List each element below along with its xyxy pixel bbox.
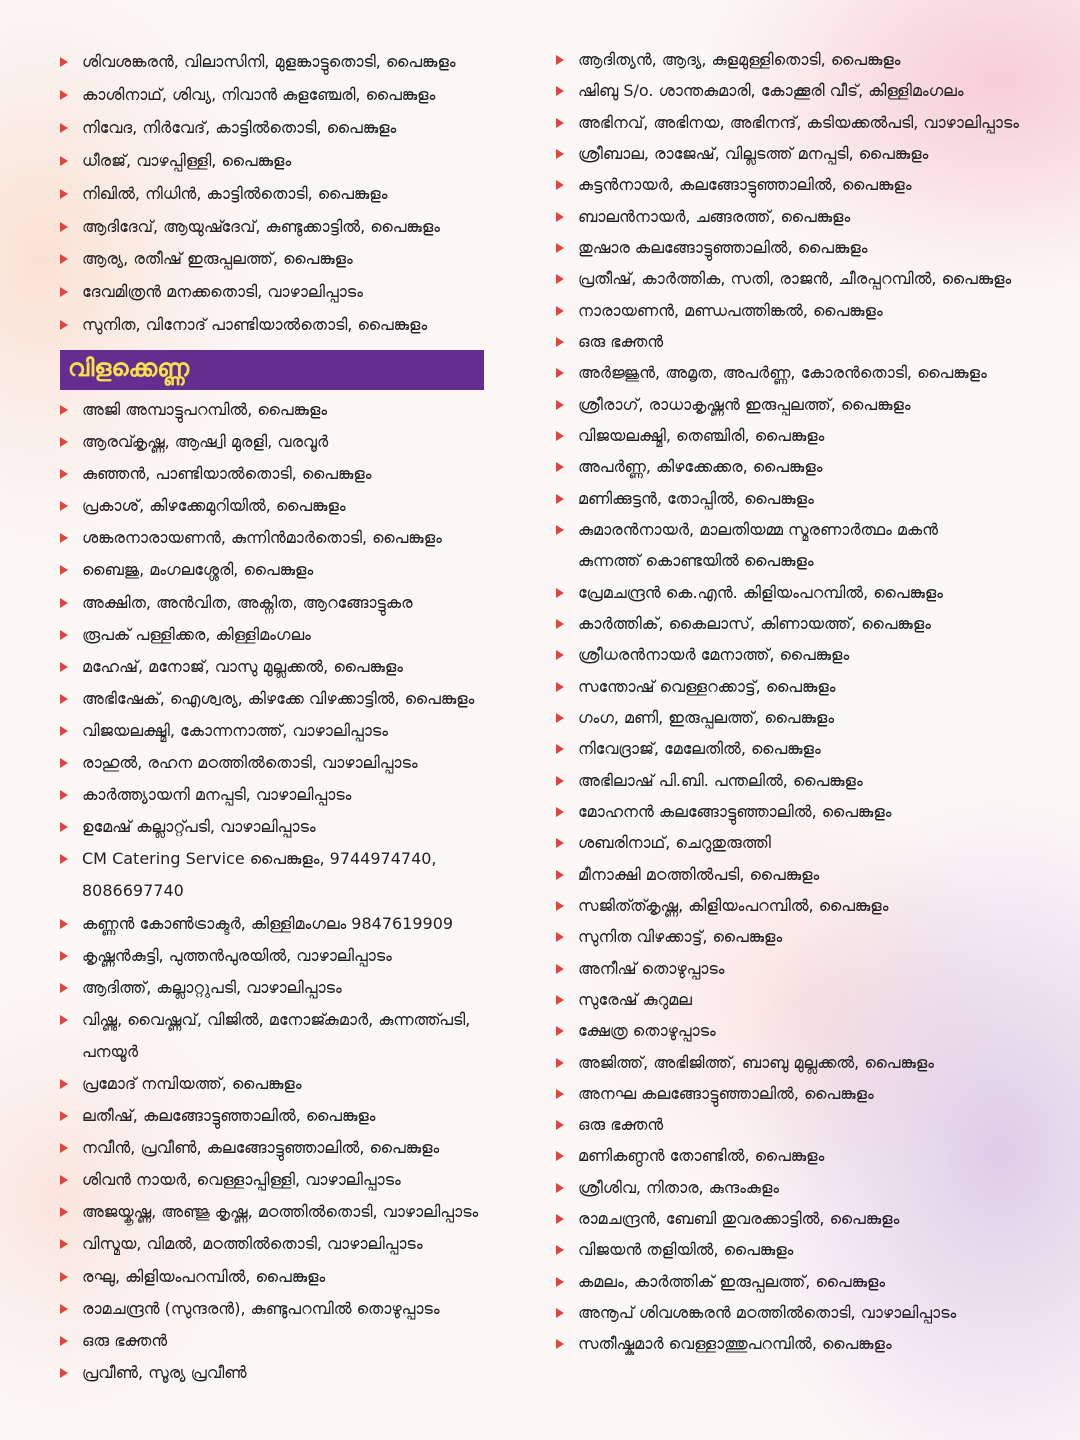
list-item: [556, 483, 1019, 514]
list-item: [556, 671, 1019, 702]
triangle-bullet-icon: [60, 565, 68, 575]
list-item-continuation: കുന്നത്ത് കൊണ്ടയിൽ പൈങ്കുളം: [578, 551, 814, 571]
triangle-bullet-icon: [556, 838, 564, 848]
list-item: [60, 554, 478, 586]
donor-list-left-top: [60, 46, 456, 342]
list-item: [556, 1266, 1019, 1297]
list-item: [556, 765, 1019, 796]
list-item: [60, 426, 478, 458]
list-item-text: പ്രകാശ്, കിഴക്കേമുറിയിൽ, പൈങ്കുളം: [82, 496, 346, 516]
list-item-text: അജി അമ്പാട്ടുപറമ്പിൽ, പൈങ്കുളം: [82, 400, 328, 419]
triangle-bullet-icon: [60, 983, 68, 993]
list-item-text: ഒരു ഭക്തൻ: [578, 331, 664, 351]
triangle-bullet-icon: [556, 337, 564, 347]
list-item: [60, 1068, 478, 1100]
list-item: [556, 1078, 1019, 1109]
list-item: [60, 779, 478, 811]
list-item-text: അജയ്കൃഷ്ണ, അഞ്ജു കൃഷ്ണ, മഠത്തിൽതൊടി, വാഴാലിപ്പാടം: [82, 1202, 479, 1222]
list-item: [556, 827, 1019, 858]
list-item: [556, 1015, 1019, 1046]
triangle-bullet-icon: [556, 462, 564, 472]
list-item-text: തുഷാര കലങ്ങോട്ടുഞ്ഞാലിൽ, പൈങ്കുളം: [578, 237, 868, 257]
list-item: [60, 908, 478, 940]
list-item: [60, 587, 478, 619]
list-item: [60, 243, 456, 276]
list-item-text: ഉമേഷ് കല്ലാറ്റ്പടി, വാഴാലിപ്പാടം: [82, 817, 316, 837]
triangle-bullet-icon: [556, 650, 564, 660]
list-item-text: ശിവശങ്കരൻ, വിലാസിനി, മുളങ്കാട്ടുതൊടി, പൈങ്കുളം: [82, 52, 456, 71]
triangle-bullet-icon: [60, 1143, 68, 1153]
triangle-bullet-icon: [60, 189, 68, 199]
list-item: [60, 715, 478, 747]
triangle-bullet-icon: [60, 630, 68, 640]
list-item-text: ശങ്കരനാരായണൻ, കുന്നിൻമാർതൊടി, പൈങ്കുളം: [82, 528, 442, 548]
list-item: [556, 953, 1019, 984]
triangle-bullet-icon: [556, 1026, 564, 1036]
list-item-text: ബൈജു, മംഗലശ്ശേരി, പൈങ്കുളം: [82, 560, 314, 580]
list-item-text: സന്തോഷ് വെള്ളറക്കാട്ട്, പൈങ്കുളം: [578, 676, 836, 696]
list-item: [60, 1196, 478, 1228]
triangle-bullet-icon: [60, 822, 68, 832]
list-item: [556, 201, 1019, 232]
list-item-text: ശ്രീബാല, രാജേഷ്, വില്ലടത്ത് മനപ്പടി, പൈങ്കുളം: [578, 143, 929, 163]
triangle-bullet-icon: [556, 1151, 564, 1161]
list-item-text: കുഞ്ഞൻ, പാണ്ടിയാൽതൊടി, പൈങ്കുളം: [82, 464, 372, 484]
triangle-bullet-icon: [556, 619, 564, 629]
list-item-text: സതീഷ്കുമാർ വെള്ളാത്തുപറമ്പിൽ, പൈങ്കുളം: [578, 1334, 892, 1354]
list-item-text: വിജയൻ തളിയിൽ, പൈങ്കുളം: [578, 1240, 794, 1260]
list-item: [60, 1325, 478, 1357]
triangle-bullet-icon: [60, 1079, 68, 1089]
section-header-vilakkenna: [60, 350, 484, 390]
list-item-text: പ്രവീൺ, സൂര്യ പ്രവീൺ: [82, 1362, 247, 1382]
triangle-bullet-icon: [60, 287, 68, 297]
triangle-bullet-icon: [556, 964, 564, 974]
triangle-bullet-icon: [556, 682, 564, 692]
list-item-text: ആദിത്ത്, കല്ലാറ്റുപടി, വാഴാലിപ്പാടം: [82, 977, 342, 997]
triangle-bullet-icon: [556, 870, 564, 880]
triangle-bullet-icon: [60, 598, 68, 608]
list-item: [60, 211, 456, 244]
triangle-bullet-icon: [556, 149, 564, 159]
list-item: [556, 263, 1019, 294]
list-item-text: രൂപക് പള്ളിക്കര, കിള്ളിമംഗലം: [82, 624, 311, 644]
list-item: [556, 1203, 1019, 1234]
list-item-continuation: 8086697740: [82, 881, 184, 901]
list-item: [556, 451, 1019, 482]
triangle-bullet-icon: [556, 118, 564, 128]
triangle-bullet-icon: [60, 1175, 68, 1185]
list-item-text: ഒരു ഭക്തൻ: [82, 1330, 168, 1350]
list-item-text: അക്ഷിത, അൻവിത, അക്നിത, ആറങ്ങോട്ടുകര: [82, 592, 413, 612]
list-item: [60, 619, 478, 651]
triangle-bullet-icon: [60, 156, 68, 166]
triangle-bullet-icon: [60, 90, 68, 100]
list-item: [60, 1164, 478, 1196]
list-item-text: ശ്രീരാഗ്, രാധാകൃഷ്ണൻ ഇരുപ്പലത്ത്, പൈങ്കുളം: [578, 394, 911, 414]
list-item: [60, 940, 478, 972]
triangle-bullet-icon: [556, 995, 564, 1005]
triangle-bullet-icon: [556, 55, 564, 65]
list-item: [556, 420, 1019, 451]
list-item: [556, 295, 1019, 326]
triangle-bullet-icon: [60, 1239, 68, 1249]
triangle-bullet-icon: [556, 1245, 564, 1255]
triangle-bullet-icon: [60, 951, 68, 961]
list-item-text: അർജ്ജുൻ, അമൃത, അപർണ്ണ, കോരൻതൊടി, പൈങ്കുളം: [578, 363, 987, 383]
list-item-text: ശിവൻ നായർ, വെള്ളാപ്പിള്ളി, വാഴാലിപ്പാടം: [82, 1170, 401, 1190]
list-item-text: രാമചന്ദ്രൻ, ബേബി തുവരക്കാട്ടിൽ, പൈങ്കുളം: [578, 1209, 900, 1229]
list-item-text: മണികണ്ഠൻ തോണ്ടിൽ, പൈങ്കുളം: [578, 1146, 825, 1166]
list-item-text: മോഹനൻ കലങ്ങോട്ടുഞ്ഞാലിൽ, പൈങ്കുളം: [578, 801, 892, 821]
list-item: [556, 75, 1019, 106]
list-item: [60, 1132, 478, 1164]
list-item: [60, 972, 478, 1004]
list-item: [556, 1109, 1019, 1140]
list-item-text: കാർത്തിക്, കൈലാസ്, കിണായത്ത്, പൈങ്കുളം: [578, 613, 931, 633]
list-item-text: നവീൻ, പ്രവീൺ, കലങ്ങോട്ടുഞ്ഞാലിൽ, പൈങ്കുളം: [82, 1138, 440, 1158]
list-item: [60, 46, 456, 79]
triangle-bullet-icon: [556, 306, 564, 316]
triangle-bullet-icon: [556, 1277, 564, 1287]
triangle-bullet-icon: [60, 123, 68, 133]
list-item-text: ആദിത്യൻ, ആദ്യ, കുളമുള്ളിതൊടി, പൈങ്കുളം: [578, 50, 901, 69]
list-item-text: ഷിബു S/o. ശാന്തകുമാരി, കോക്കൂരി വീട്, കിള്ളിമംഗലം: [578, 81, 964, 101]
list-item-text: പ്രേമചന്ദ്രൻ കെ.എൻ. കിളിയംപറമ്പിൽ, പൈങ്കുളം: [578, 582, 943, 602]
list-item: [60, 178, 456, 211]
list-item: [60, 79, 456, 112]
list-item: [556, 859, 1019, 890]
triangle-bullet-icon: [556, 1058, 564, 1068]
triangle-bullet-icon: [60, 222, 68, 232]
list-item: [556, 232, 1019, 263]
triangle-bullet-icon: [60, 57, 68, 67]
triangle-bullet-icon: [60, 469, 68, 479]
list-item: [556, 169, 1019, 200]
triangle-bullet-icon: [556, 86, 564, 96]
list-item: [556, 1234, 1019, 1265]
triangle-bullet-icon: [556, 1339, 564, 1349]
donor-list-left-bottom: [60, 394, 478, 1389]
triangle-bullet-icon: [556, 400, 564, 410]
triangle-bullet-icon: [60, 854, 68, 864]
list-item: [60, 747, 478, 779]
list-item: [556, 357, 1019, 388]
triangle-bullet-icon: [60, 1304, 68, 1314]
list-item: [60, 394, 478, 426]
list-item: [556, 796, 1019, 827]
triangle-bullet-icon: [60, 758, 68, 768]
list-item: [60, 309, 456, 342]
list-item: [60, 811, 478, 843]
list-item: [556, 1140, 1019, 1171]
triangle-bullet-icon: [60, 694, 68, 704]
list-item: [60, 145, 456, 178]
list-item-text: ശ്രീധരൻനായർ മേനാത്ത്, പൈങ്കുളം: [578, 645, 850, 665]
list-item: [556, 639, 1019, 670]
list-item: [556, 389, 1019, 420]
list-item-text: രാഹുൽ, രഹന മഠത്തിൽതൊടി, വാഴാലിപ്പാടം: [82, 753, 418, 773]
triangle-bullet-icon: [60, 405, 68, 415]
list-item-text: വിഷ്ണു, വൈഷ്ണവ്, വിജിൽ, മനോജ്കുമാർ, കുന്നത്ത്പടി,: [82, 1009, 471, 1029]
section-title: വിളക്കെണ്ണ: [68, 354, 190, 382]
list-item: [60, 651, 478, 683]
list-item-text: മഹേഷ്, മനോജ്, വാസു മുല്ലക്കൽ, പൈങ്കുളം: [82, 656, 404, 676]
triangle-bullet-icon: [556, 807, 564, 817]
triangle-bullet-icon: [556, 1308, 564, 1318]
triangle-bullet-icon: [60, 320, 68, 330]
list-item: [60, 490, 478, 522]
list-item-text: സുനിത, വിനോദ് പാണ്ടിയാൽതൊടി, പൈങ്കുളം: [82, 315, 428, 335]
list-item: [556, 890, 1019, 921]
list-item-text: നിഖിൽ, നിധിൻ, കാട്ടിൽതൊടി, പൈങ്കുളം: [82, 183, 388, 203]
list-item: [60, 1261, 478, 1293]
list-item-text: നിവേദ്രാജ്, മേലേതിൽ, പൈങ്കുളം: [578, 739, 821, 759]
list-item-text: മണിക്കുട്ടൻ, തോപ്പിൽ, പൈങ്കുളം: [578, 488, 814, 508]
donor-list-right: [556, 44, 1019, 1360]
list-item-text: ആര്യ, രതീഷ് ഇരുപ്പലത്ത്, പൈങ്കുളം: [82, 249, 353, 269]
list-item: [556, 1297, 1019, 1328]
list-item-text: ശബരിനാഥ്, ചെറുതുരുത്തി: [578, 833, 771, 853]
list-item-text: കാർത്ത്യായനി മനപ്പടി, വാഴാലിപ്പാടം: [82, 785, 352, 805]
list-item-text: അനൂപ് ശിവശങ്കരൻ മഠത്തിൽതൊടി, വാഴാലിപ്പാടം: [578, 1303, 957, 1323]
triangle-bullet-icon: [556, 1089, 564, 1099]
list-item-text: ദേവമിത്രൻ മനക്കതൊടി, വാഴാലിപ്പാടം: [82, 282, 363, 302]
list-item-text: സുനിത വിഴക്കാട്ട്, പൈങ്കുളം: [578, 927, 783, 947]
triangle-bullet-icon: [60, 1015, 68, 1025]
triangle-bullet-icon: [60, 501, 68, 511]
list-item-text: ആരവ്കൃഷ്ണ, ആഷ്വി മുരളി, വരവൂർ: [82, 432, 329, 452]
list-item-text: കൃഷ്ണൻകുട്ടി, പുത്തൻപുരയിൽ, വാഴാലിപ്പാടം: [82, 945, 392, 965]
list-item: [60, 1357, 478, 1389]
triangle-bullet-icon: [556, 1183, 564, 1193]
list-item: [60, 1228, 478, 1260]
list-item-text: കാശിനാഥ്, ശിവ്യ, നിവാൻ കുളഞ്ചേരി, പൈങ്കുളം: [82, 84, 436, 104]
list-item-text: പ്രമോദ് നമ്പിയത്ത്, പൈങ്കുളം: [82, 1073, 302, 1093]
list-item-text: അഭിനവ്, അഭിനയ, അഭിനന്ദ്, കടിയക്കൽപടി, വാഴാലിപ്പാടം: [578, 112, 1019, 132]
list-item-text: അജിത്ത്, അഭിജിത്ത്, ബാബു മുല്ലക്കൽ, പൈങ്കുളം: [578, 1052, 935, 1072]
triangle-bullet-icon: [556, 1214, 564, 1224]
list-item-text: കണ്ണൻ കോൺട്രാക്ടർ, കിള്ളിമംഗലം 9847619909: [82, 913, 454, 933]
triangle-bullet-icon: [556, 588, 564, 598]
list-item: [60, 522, 478, 554]
list-item: [556, 608, 1019, 639]
list-item-text: ബാലൻനായർ, ചങ്ങരത്ത്, പൈങ്കുളം: [578, 206, 851, 226]
list-item: [556, 514, 1019, 577]
list-item-text: വിസ്മയ, വിമൽ, മഠത്തിൽതൊടി, വാഴാലിപ്പാടം: [82, 1234, 423, 1254]
list-item-text: രഘു, കിളിയംപറമ്പിൽ, പൈങ്കുളം: [82, 1266, 326, 1286]
list-item: [556, 577, 1019, 608]
list-item-text: ആദിദേവ്, ആയുഷ്ദേവ്, കുണ്ടുക്കാട്ടിൽ, പൈങ്കുളം: [82, 216, 440, 236]
list-item-text: വിജയലക്ഷ്മി, തെഞ്ചിരി, പൈങ്കുളം: [578, 425, 825, 445]
list-item: [556, 1328, 1019, 1359]
list-item: [556, 138, 1019, 169]
list-item-text: അഭിലാഷ് പി.ബി. പന്തലിൽ, പൈങ്കുളം: [578, 770, 863, 790]
triangle-bullet-icon: [556, 713, 564, 723]
list-item: [60, 683, 478, 715]
list-item-text: അപർണ്ണ, കിഴക്കേക്കര, പൈങ്കുളം: [578, 457, 823, 477]
triangle-bullet-icon: [556, 243, 564, 253]
list-item-text: ധീരജ്, വാഴപ്പിള്ളി, പൈങ്കുളം: [82, 150, 292, 170]
list-item: [60, 458, 478, 490]
triangle-bullet-icon: [60, 1336, 68, 1346]
list-item-text: അനീഷ് തൊഴുപ്പാടം: [578, 958, 725, 978]
list-item-text: വിജയലക്ഷ്മി, കോന്നനാത്ത്, വാഴാലിപ്പാടം: [82, 720, 388, 740]
triangle-bullet-icon: [556, 274, 564, 284]
list-item-continuation: പനയൂർ: [82, 1041, 139, 1061]
triangle-bullet-icon: [60, 1272, 68, 1282]
list-item: [60, 276, 456, 309]
triangle-bullet-icon: [556, 212, 564, 222]
triangle-bullet-icon: [60, 919, 68, 929]
list-item: [60, 112, 456, 145]
list-item-text: നാരായണൻ, മണ്ഡപത്തിങ്കൽ, പൈങ്കുളം: [578, 300, 883, 320]
list-item-text: കുട്ടൻനായർ, കലങ്ങോട്ടുഞ്ഞാലിൽ, പൈങ്കുളം: [578, 175, 912, 195]
list-item: [60, 843, 478, 907]
list-item: [556, 44, 1019, 75]
list-item: [556, 326, 1019, 357]
list-item: [60, 1100, 478, 1132]
list-item-text: സജിത്ത്കൃഷ്ണ, കിളിയംപറമ്പിൽ, പൈങ്കുളം: [578, 895, 889, 915]
list-item: [556, 1172, 1019, 1203]
list-item-text: ഗംഗ, മണി, ഇരുപ്പലത്ത്, പൈങ്കുളം: [578, 707, 835, 727]
triangle-bullet-icon: [60, 533, 68, 543]
list-item-text: അനഘ കലങ്ങോട്ടുഞ്ഞാലിൽ, പൈങ്കുളം: [578, 1083, 874, 1103]
triangle-bullet-icon: [556, 180, 564, 190]
triangle-bullet-icon: [556, 368, 564, 378]
list-item: [556, 702, 1019, 733]
list-item: [556, 921, 1019, 952]
list-item-text: ക്ഷേത്ര തൊഴുപ്പാടം: [578, 1021, 716, 1041]
triangle-bullet-icon: [60, 437, 68, 447]
triangle-bullet-icon: [556, 431, 564, 441]
list-item: [556, 984, 1019, 1015]
triangle-bullet-icon: [60, 1207, 68, 1217]
list-item-text: അഭിഷേക്, ഐശ്വര്യ, കിഴക്കേ വിഴക്കാട്ടിൽ, പൈങ്കുളം: [82, 688, 475, 708]
triangle-bullet-icon: [60, 254, 68, 264]
list-item-text: കുമാരൻനായർ, മാലതിയമ്മ സ്മരണാർത്ഥം മകൻ: [578, 519, 939, 539]
list-item: [556, 107, 1019, 138]
triangle-bullet-icon: [556, 525, 564, 535]
triangle-bullet-icon: [60, 790, 68, 800]
list-item-text: ഒരു ഭക്തൻ: [578, 1115, 664, 1135]
list-item-text: നിവേദ, നിർവേദ്, കാട്ടിൽതൊടി, പൈങ്കുളം: [82, 117, 397, 137]
list-item-text: CM Catering Service പൈങ്കുളം, 9744974740,: [82, 849, 437, 869]
triangle-bullet-icon: [556, 776, 564, 786]
list-item: [556, 733, 1019, 764]
triangle-bullet-icon: [60, 1368, 68, 1378]
list-item-text: ശ്രീശിവ, നിതാര, കുന്ദംകുളം: [578, 1177, 780, 1197]
triangle-bullet-icon: [60, 662, 68, 672]
list-item-text: മീനാക്ഷി മഠത്തിൽപടി, പൈങ്കുളം: [578, 864, 820, 884]
triangle-bullet-icon: [556, 494, 564, 504]
list-item-text: സുരേഷ് കുറുമല: [578, 989, 692, 1009]
list-item: [556, 1047, 1019, 1078]
list-item-text: പ്രതീഷ്, കാർത്തിക, സതി, രാജൻ, ചീരപ്പറമ്പിൽ, പൈങ്കുളം: [578, 269, 1012, 289]
triangle-bullet-icon: [556, 1120, 564, 1130]
list-item-text: രാമചന്ദ്രൻ (സുന്ദരൻ), കുണ്ടുപറമ്പിൽ തൊഴുപ്പാടം: [82, 1298, 440, 1318]
triangle-bullet-icon: [60, 726, 68, 736]
list-item: [60, 1293, 478, 1325]
triangle-bullet-icon: [60, 1111, 68, 1121]
list-item-text: കമലം, കാർത്തിക് ഇരുപ്പലത്ത്, പൈങ്കുളം: [578, 1271, 886, 1291]
list-item: [60, 1004, 478, 1068]
triangle-bullet-icon: [556, 744, 564, 754]
triangle-bullet-icon: [556, 932, 564, 942]
triangle-bullet-icon: [556, 901, 564, 911]
list-item-text: ലതീഷ്, കലങ്ങോട്ടുഞ്ഞാലിൽ, പൈങ്കുളം: [82, 1106, 376, 1126]
